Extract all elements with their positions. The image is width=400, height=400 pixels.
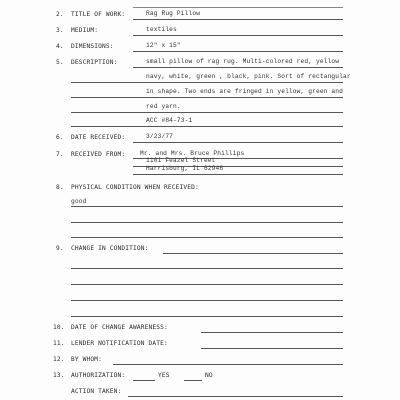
change-rule	[71, 268, 343, 269]
description-rule	[71, 126, 343, 127]
change-rule	[71, 300, 343, 301]
change-awareness-rule	[201, 332, 343, 333]
item-number: 10.	[53, 324, 65, 331]
by-whom-rule	[113, 364, 343, 365]
received-from-street: 1101 Feazel Street	[146, 157, 216, 164]
by-whom-label: BY WHOM:	[71, 356, 103, 363]
action-taken-label: ACTION TAKEN:	[71, 388, 122, 395]
item-number: 5.	[56, 59, 64, 66]
no-blank	[184, 380, 202, 381]
item-number: 4.	[56, 43, 64, 50]
change-rule	[71, 316, 343, 317]
item-number: 8.	[56, 184, 64, 191]
title-value: Rag Rug Pillow	[146, 10, 201, 17]
description-rule	[71, 82, 343, 83]
item-number: 11.	[53, 340, 65, 347]
item-number: 2.	[56, 11, 64, 18]
dimensions-value: 12" x 15"	[146, 42, 181, 49]
lender-notification-rule	[201, 348, 343, 349]
date-received-label: DATE RECEIVED:	[71, 134, 126, 141]
item-number: 7.	[56, 151, 64, 158]
medium-label: MEDIUM:	[71, 27, 99, 34]
no-option: NO	[205, 372, 213, 379]
condition-rule	[71, 222, 343, 223]
date-received-rule	[133, 142, 343, 143]
change-condition-label: CHANGE IN CONDITION:	[71, 245, 149, 252]
medium-value: textiles	[146, 26, 177, 33]
medium-rule	[133, 35, 343, 36]
received-from-name: Mr. and Mrs. Bruce Phillips	[140, 150, 245, 157]
description-rule	[71, 97, 343, 98]
physical-condition-label: PHYSICAL CONDITION WHEN RECEIVED:	[71, 184, 199, 191]
received-from-rule	[133, 174, 343, 175]
description-line-1: small pillow of rag rug. Multi-colored red, yellow	[146, 58, 340, 65]
authorization-label: AUTHORIZATION:	[71, 372, 126, 379]
condition-rule	[71, 206, 343, 207]
title-rule	[133, 19, 343, 20]
lender-notification-label: LENDER NOTIFICATION DATE:	[71, 340, 168, 347]
description-rule	[71, 112, 343, 113]
description-rule	[133, 67, 343, 68]
description-line-4: red yarn.	[146, 103, 181, 110]
received-from-label: RECEIVED FROM:	[71, 151, 126, 158]
title-label: TITLE OF WORK:	[71, 11, 126, 18]
description-line-2: navy, white, green , black, pink. Sort of rectangular	[146, 73, 351, 80]
condition-rule	[71, 237, 343, 238]
change-awareness-label: DATE OF CHANGE AWARENESS:	[71, 324, 168, 331]
change-rule	[163, 253, 343, 254]
top-partial-rule	[133, 7, 343, 8]
item-number: 12.	[53, 356, 65, 363]
description-label: DESCRIPTION:	[71, 59, 118, 66]
accession-number: ACC #84-73-1	[146, 117, 193, 124]
item-number: 6.	[56, 134, 64, 141]
item-number: 9.	[56, 245, 64, 252]
change-rule	[71, 284, 343, 285]
dimensions-rule	[133, 51, 343, 52]
yes-blank	[133, 380, 155, 381]
dimensions-label: DIMENSIONS:	[71, 43, 114, 50]
description-line-3: in shape. Two ends are fringed in yellow, green and	[146, 88, 344, 95]
yes-option: YES	[158, 372, 170, 379]
item-number: 3.	[56, 27, 64, 34]
received-from-city: Harrisburg, IL 62946	[146, 165, 224, 172]
item-number: 13.	[53, 372, 65, 379]
date-received-value: 3/23/77	[146, 133, 174, 140]
physical-condition-value: good	[71, 198, 87, 205]
action-taken-rule	[128, 396, 343, 397]
